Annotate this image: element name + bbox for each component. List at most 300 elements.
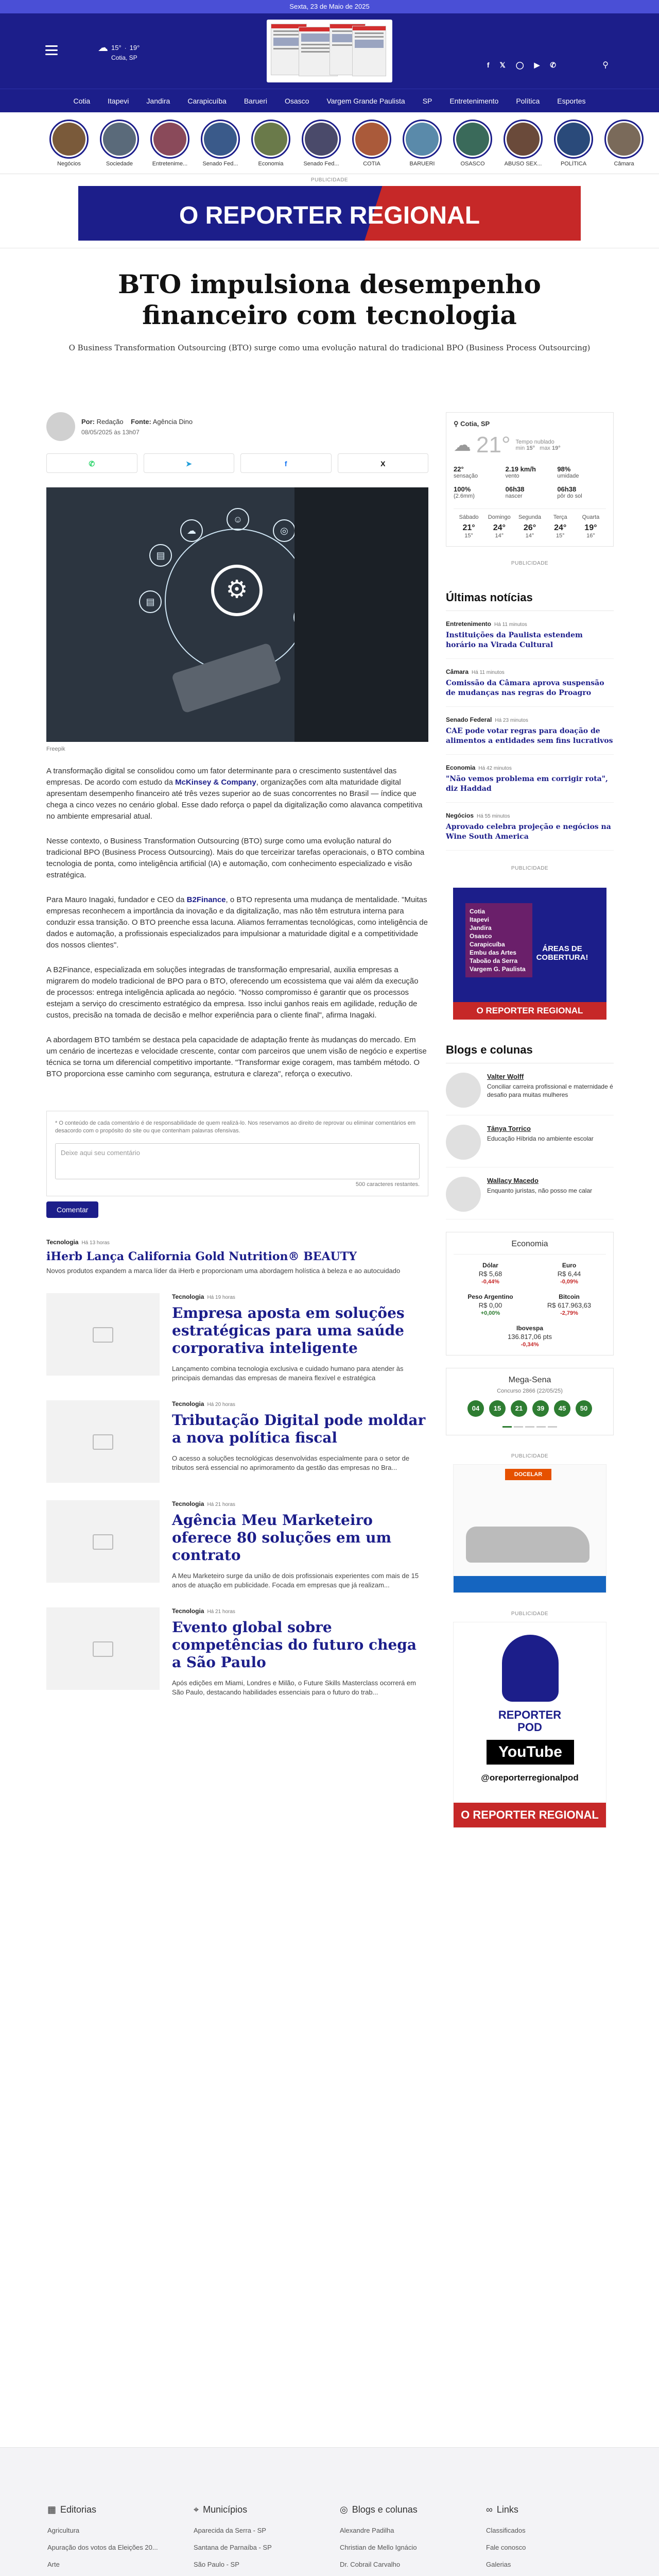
footer-link[interactable]: Aparecida da Serra - SP [194, 2527, 266, 2534]
lottery-ball: 15 [489, 1400, 506, 1417]
category-tag: Negócios [446, 812, 474, 819]
related-item[interactable] [46, 1400, 428, 1483]
forecast-day-name: Quarta [582, 514, 600, 520]
weather-detail [454, 465, 502, 479]
currency-name: Euro [562, 1262, 577, 1269]
comment-warning: * O conteúdo de cada comentário é de responsabilidade de quem realizá-lo. Nos reservamos ao direito de reprovar ou eliminar comentários em desacordo com o propósito do site ou que contenham palavras ofensivas. [55, 1120, 416, 1134]
time-ago: Há 20 horas [207, 1402, 235, 1408]
story-label: Negócios [57, 161, 81, 167]
latest-news-item[interactable] [446, 668, 614, 707]
related-title[interactable]: iHerb Lança California Gold Nutrition® BEAUTY [46, 1250, 357, 1263]
avatar [446, 1125, 481, 1160]
footer-link[interactable]: Alexandre Padilha [340, 2527, 394, 2534]
comment-input[interactable]: Deixe aqui seu comentário [55, 1143, 420, 1179]
footer-column-title: Links [496, 2504, 518, 2515]
weather-now: 21° [476, 432, 511, 457]
forecast-min: 15° [556, 533, 565, 539]
related-title[interactable]: Tributação Digital pode moldar a nova política fiscal [172, 1412, 426, 1446]
facebook-icon[interactable]: f [487, 61, 490, 69]
lottery-numbers [454, 1400, 606, 1417]
category-tag: Senado Federal [446, 716, 492, 723]
currency-value: R$ 6,44 [557, 1270, 581, 1278]
blog-item[interactable] [446, 1177, 614, 1219]
forecast-max: 19° [584, 523, 597, 532]
blog-item[interactable] [446, 1073, 614, 1115]
related-summary: A Meu Marketeiro surge da união de dois profissionais experientes com mais de 15 anos de atuação em publicidade. Focada em empresas que já realizam... [172, 1572, 419, 1589]
nav-item[interactable]: Itapevi [108, 96, 129, 105]
related-summary: Novos produtos expandem a marca líder da iHerb e proporcionam uma abordagem holística à beleza e ao autocuidado [46, 1267, 401, 1275]
related-item[interactable] [46, 1500, 428, 1590]
coverage-title: ÁREAS DE COBERTURA! [536, 944, 588, 962]
footer-link[interactable]: Santana de Parnaíba - SP [194, 2544, 272, 2551]
related-summary: O acesso a soluções tecnológicas desenvolvidas especialmente para o setor de tributos será essencial no aprimoramento da gestão das empresas no Bra... [172, 1454, 410, 1471]
grid-icon: ▦ [47, 2504, 57, 2515]
globe-icon: ◎ [340, 2504, 348, 2515]
blog-author[interactable]: Valter Wolff [487, 1073, 524, 1080]
latest-news-title[interactable]: "Não vemos problema em corrigir rota", diz Haddad [446, 775, 608, 793]
lottery-widget [446, 1368, 614, 1435]
youtube-icon[interactable]: ▶ [534, 61, 540, 69]
article-subtitle: O Business Transformation Outsourcing (BTO) surge como uma evolução natural do tradicional BPO (Business Process Outsourcing) [68, 343, 591, 352]
story-item[interactable] [352, 120, 391, 174]
story-item[interactable] [453, 120, 492, 174]
currency-value: 136.817,06 pts [507, 1333, 552, 1341]
story-avatar [352, 120, 391, 159]
time-ago: Há 19 horas [207, 1295, 235, 1300]
footer-column-title: Editorias [60, 2504, 97, 2515]
weather-forecast [454, 509, 606, 539]
store-ad-banner[interactable] [453, 1464, 606, 1593]
story-label: OSASCO [460, 161, 485, 167]
story-avatar [49, 120, 89, 159]
weather-condition: Tempo nublado [515, 439, 554, 445]
b2finance-link[interactable]: B2Finance [186, 895, 226, 904]
latest-news-title[interactable]: CAE pode votar regras para doação de alimentos a entidades sem fins lucrativos [446, 727, 613, 745]
latest-news-title[interactable]: Instituições da Paulista estendem horário na Virada Cultural [446, 631, 583, 649]
category-tag: Câmara [446, 668, 469, 675]
story-item[interactable] [150, 120, 189, 174]
story-item[interactable] [251, 120, 290, 174]
currency-change: -0,44% [481, 1279, 499, 1285]
related-title[interactable]: Agência Meu Marketeiro oferece 80 soluções em um contrato [172, 1512, 392, 1564]
currency-item [454, 1325, 606, 1348]
nav-item[interactable]: Esportes [557, 96, 586, 105]
headphones-icon [502, 1635, 559, 1702]
story-item[interactable] [604, 120, 644, 174]
header-weather-city: Cotia, SP [111, 54, 137, 61]
facebook-icon: f [284, 460, 287, 468]
latest-news-title[interactable]: Comissão da Câmara aprova suspensão de mudanças nas regras do Proagro [446, 679, 604, 697]
story-avatar [100, 120, 139, 159]
coverage-brand: O REPORTER REGIONAL [453, 1002, 606, 1020]
podcast-ad [446, 1608, 614, 1828]
forecast-min: 16° [586, 533, 595, 539]
forecast-min: 15° [464, 533, 473, 539]
latest-news-item[interactable] [446, 812, 614, 851]
forecast-day [545, 514, 576, 539]
footer-link[interactable]: Galerias [486, 2561, 511, 2568]
category-tag: Tecnologia [172, 1607, 204, 1615]
story-item[interactable] [302, 120, 341, 174]
forecast-day-name: Terça [553, 514, 567, 520]
whatsapp-share-button[interactable] [46, 453, 137, 473]
whatsapp-icon: ✆ [89, 460, 95, 468]
telegram-share-button[interactable] [144, 453, 235, 473]
blog-author[interactable]: Tânya Torrico [487, 1125, 531, 1132]
footer-link[interactable]: Classificados [486, 2527, 526, 2534]
date-bar: Sexta, 23 de Maio de 2025 [0, 0, 659, 13]
story-label: Senado Fed... [303, 161, 339, 167]
nav-item[interactable]: Entretenimento [449, 96, 499, 105]
forecast-max: 24° [493, 523, 506, 532]
forecast-day-name: Domingo [488, 514, 511, 520]
currency-name: Bitcoin [559, 1293, 580, 1300]
story-avatar [554, 120, 593, 159]
blog-title[interactable]: Enquanto juristas, não posso me calar [487, 1187, 593, 1194]
time-ago: Há 11 minutos [494, 622, 527, 628]
currency-item [532, 1262, 606, 1285]
blog-title[interactable]: Conciliar carreira profissional e maternidade é desafio para muitas mulheres [487, 1083, 613, 1098]
social-links [487, 61, 556, 70]
main-column [46, 412, 428, 1697]
ad-banner[interactable] [78, 186, 581, 241]
nav-item[interactable]: Política [516, 96, 540, 105]
currency-name: Peso Argentino [467, 1293, 513, 1300]
footer-column [47, 2504, 188, 2576]
forecast-max: 21° [462, 523, 475, 532]
top-ad [0, 174, 659, 248]
footer-link[interactable]: São Paulo - SP [194, 2561, 239, 2568]
site-logo[interactable] [267, 20, 392, 82]
mckinsey-link[interactable]: McKinsey & Company [175, 778, 256, 787]
latest-news-item[interactable] [446, 620, 614, 659]
category-tag: Tecnologia [172, 1293, 204, 1300]
related-list [46, 1293, 428, 1697]
currency-item [454, 1262, 527, 1285]
currency-change: +0,00% [480, 1310, 500, 1316]
cloud-icon: ☁ [180, 519, 203, 542]
site-footer [0, 2447, 659, 2576]
weather-details [454, 465, 606, 499]
story-label: Câmara [614, 161, 634, 167]
story-item[interactable] [554, 120, 593, 174]
paragraph: Para Mauro Inagaki, fundador e CEO da B2Finance, o BTO representa uma mudança de mentalidade. "Muitas empresas reconhecem a importância da inovação e da digitalização, mas não têm estrutura interna para conduzir essa transição. O BTO preenche essa lacuna. Aliamos ferramentas tecnológicas, como inteligência de dados e automação, a profissionais especializados para impulsionar a maturidade digital e a competitividade dos nossos clientes". [46, 895, 428, 950]
weather-detail [557, 485, 606, 499]
forecast-day [484, 514, 514, 539]
lottery-ball: 39 [532, 1400, 549, 1417]
main-nav [0, 89, 659, 112]
related-title[interactable]: Evento global sobre competências do futuro chega a São Paulo [172, 1619, 417, 1671]
weather-detail [557, 465, 606, 479]
share-bar [46, 453, 428, 473]
story-avatar [150, 120, 189, 159]
latest-news-item[interactable] [446, 764, 614, 803]
story-avatar [251, 120, 290, 159]
latest-news-item[interactable] [446, 716, 614, 755]
related-title[interactable]: Empresa aposta em soluções estratégicas para uma saúde corporativa inteligente [172, 1304, 405, 1357]
weather-detail-value: 98% [557, 465, 571, 473]
currency-value: R$ 0,00 [478, 1301, 502, 1309]
avatar [446, 1177, 481, 1212]
podcast-ad-brand: O REPORTER REGIONAL [454, 1803, 606, 1827]
story-item[interactable] [403, 120, 442, 174]
nav-item[interactable]: Vargem Grande Paulista [326, 96, 405, 105]
time-ago: Há 55 minutos [477, 814, 510, 819]
economy-title: Economia [454, 1240, 606, 1255]
story-item[interactable] [100, 120, 139, 174]
car-image [466, 1527, 589, 1563]
coverage-cities: Cotia Itapevi Jandira Osasco Carapicuíba Embu das Artes Taboão da Serra Vargem G. Paulista [465, 903, 532, 977]
gear-icon: ⚙ [211, 565, 263, 616]
forecast-day [454, 514, 484, 539]
story-avatar [403, 120, 442, 159]
footer-link[interactable]: Arte [47, 2561, 60, 2568]
header-weather-max: 19° [129, 44, 140, 52]
comment-box [46, 1111, 428, 1196]
weather-min: 15° [526, 445, 535, 451]
article-header [46, 269, 613, 352]
currency-name: Ibovespa [516, 1325, 544, 1332]
footer-column-title: Blogs e colunas [352, 2504, 418, 2515]
story-item[interactable] [49, 120, 89, 174]
story-label: Economia [258, 161, 284, 167]
currency-change: -0,09% [560, 1279, 578, 1285]
blogs-title: Blogs e colunas [446, 1043, 614, 1063]
footer-links [486, 2527, 627, 2576]
weather-detail [506, 465, 554, 479]
comment-button[interactable]: Comentar [46, 1201, 98, 1218]
weather-detail-label: nascer [505, 493, 523, 499]
footer-links [194, 2527, 335, 2576]
story-avatar [302, 120, 341, 159]
latest-news-title[interactable]: Aprovado celebra projeção e negócios na Wine South America [446, 823, 611, 841]
blog-author[interactable]: Wallacy Macedo [487, 1177, 539, 1184]
whatsapp-icon[interactable]: ✆ [550, 61, 556, 69]
footer-column-title: Municípios [203, 2504, 248, 2515]
telegram-icon: ➤ [185, 460, 192, 468]
image-placeholder-icon [93, 1534, 113, 1550]
story-avatar [201, 120, 240, 159]
footer-link[interactable]: Christian de Mello Ignácio [340, 2544, 417, 2551]
blog-title[interactable]: Educação Híbrida no ambiente escolar [487, 1135, 594, 1142]
time-ago: Há 13 horas [81, 1240, 110, 1246]
footer-link[interactable]: Dr. Cobrail Carvalho [340, 2561, 401, 2568]
currency-value: R$ 5,68 [478, 1270, 502, 1278]
nav-item[interactable]: Cotia [73, 96, 91, 105]
lottery-draw: Concurso 2866 (22/05/25) [497, 1388, 563, 1394]
x-icon: X [380, 460, 386, 468]
image-placeholder-icon [93, 1434, 113, 1450]
paragraph: A abordagem BTO também se destaca pela capacidade de adaptação frente às mudanças do mercado. Em um cenário de incertezas e velocidade crescente, contar com parceiros que unem visão de negócio e expertise técnica se torna um diferencial competitivo importante. "Transformar exige coragem, mas também método. O BTO proporciona esse caminho com segurança, estrutura e clareza", reforça o executivo. [46, 1036, 427, 1078]
nav-item[interactable]: SP [422, 96, 432, 105]
blog-list [446, 1073, 614, 1219]
search-icon[interactable]: ⚲ [602, 61, 609, 70]
podcast-handle: @oreporterregionalpod [481, 1773, 579, 1783]
forecast-max: 24° [554, 523, 567, 532]
logo-paper-4 [352, 26, 386, 76]
image-placeholder-icon [93, 1641, 113, 1657]
footer-link[interactable]: Fale conosco [486, 2544, 526, 2551]
user-icon: ☺ [227, 508, 249, 531]
weather-max: 19° [552, 445, 561, 451]
category-tag: Entretenimento [446, 620, 492, 628]
ad-label: PUBLICIDADE [511, 1611, 549, 1617]
store-ad-brand: DOCELAR [505, 1469, 551, 1480]
document-icon: ▤ [139, 590, 162, 613]
cloud-icon: ☁ [454, 435, 471, 455]
lottery-ball: 45 [554, 1400, 570, 1417]
footer-link[interactable]: Agricultura [47, 2527, 80, 2534]
paragraph: A B2Finance, especializada em soluções integradas de transformação empresarial, auxilia empresas a migrarem do modelo tradicional de BPO para o BTO, oferecendo um ecossistema que vai além da execução de processos: entrega inteligência aplicada ao negócio. "Nosso compromisso é garantir que os processos estejam a serviço do crescimento estratégico da empresa. Isso inclui ganhos reais em agilidade, redução de custos, precisão na tomada de decisão e melhor experiência para o cliente final", afirma Inagaki. [46, 965, 419, 1020]
story-label: Entretenime... [152, 161, 188, 167]
weather-widget: ⚲ Cotia, SP ☁ 21° Tempo nublado min 15° max 19° 22° sensação 2.19 km/h vento 98% umidade 100% (2.6mm) 06h38 nascer 06h38 pôr do sol Sábado 21° 15° Domingo 24° 14° Segunda 26° 14° Terça 24° 15° Quarta 19° 16° [446, 412, 614, 547]
x-share-button[interactable] [338, 453, 429, 473]
currency-change: -0,34% [521, 1342, 539, 1348]
article-body [46, 766, 428, 1080]
footer-links [47, 2527, 188, 2576]
lottery-title: Mega-Sena [508, 1376, 551, 1384]
sidebar [446, 412, 614, 1828]
lottery-ball: 04 [467, 1400, 484, 1417]
footer-link[interactable]: Apuração dos votos da Eleições 20... [47, 2544, 158, 2551]
nav-item[interactable]: Barueri [244, 96, 267, 105]
latest-news-title: Últimas notícias [446, 591, 614, 611]
category-tag: Tecnologia [172, 1400, 204, 1408]
related-summary: Lançamento combina tecnologia exclusiva e cuidado humano para atender às principais demandas das empresas de maneira flexível e estratégica [172, 1365, 404, 1382]
weather-detail [454, 485, 502, 499]
author-box: Por: Redação Fonte: Agência Dino 08/05/2025 às 13h07 [46, 412, 428, 441]
forecast-min: 14° [495, 533, 504, 539]
lottery-ball: 21 [511, 1400, 527, 1417]
image-caption: Freepik [46, 746, 65, 752]
weather-detail [506, 485, 554, 499]
nav-item[interactable]: Jandira [146, 96, 170, 105]
weather-detail-label: vento [505, 473, 519, 479]
site-header [0, 13, 659, 89]
story-label: ABUSO SEX... [504, 161, 542, 167]
char-counter: 500 caracteres restantes. [355, 1181, 420, 1188]
weather-city: Cotia, SP [460, 420, 490, 428]
related-thumbnail [46, 1293, 160, 1376]
story-avatar [604, 120, 644, 159]
category-tag: Tecnologia [46, 1239, 79, 1246]
story-label: BARUERI [409, 161, 435, 167]
ad-label: PUBLICIDADE [511, 1453, 549, 1459]
map-pin-icon: ⚲ [454, 420, 459, 428]
related-thumbnail [46, 1500, 160, 1583]
story-label: Senado Fed... [202, 161, 238, 167]
nav-item[interactable]: Carapicuíba [187, 96, 227, 105]
category-tag: Tecnologia [172, 1500, 204, 1507]
category-tag: Economia [446, 764, 476, 771]
store-ad [446, 1451, 614, 1593]
story-label: POLÍTICA [560, 161, 587, 167]
avatar [46, 412, 75, 441]
article-image [46, 487, 428, 742]
story-item[interactable] [504, 120, 543, 174]
time-ago: Há 21 horas [207, 1502, 235, 1507]
header-weather-min: 15° [111, 44, 122, 52]
currency-item [454, 1293, 527, 1316]
story-item[interactable] [201, 120, 240, 174]
latest-news-list [446, 620, 614, 851]
blog-item[interactable] [446, 1125, 614, 1167]
footer-column [194, 2504, 335, 2576]
economy-widget [446, 1232, 614, 1355]
image-placeholder-icon [93, 1327, 113, 1343]
ad-label: PUBLICIDADE [310, 177, 349, 183]
stories-bar [0, 112, 659, 174]
paragraph: Nesse contexto, o Business Transformation Outsourcing (BTO) surge como uma evolução natural do tradicional BPO (Business Process Outsourcing). Mais do que terceirizar tarefas operacionais, o BTO combina tecnologia de ponta, como inteligência artificial (IA) e automação, com conhecimento especializado e visão estratégica. [46, 837, 425, 879]
weather-detail-label: umidade [557, 473, 579, 479]
instagram-icon[interactable]: ◯ [515, 61, 524, 69]
weather-detail-label: (2.6mm) [454, 493, 475, 499]
related-thumbnail [46, 1607, 160, 1690]
time-ago: Há 11 minutos [472, 670, 505, 675]
story-avatar [453, 120, 492, 159]
x-icon[interactable]: 𝕏 [499, 61, 506, 69]
footer-column [340, 2504, 481, 2576]
forecast-day [576, 514, 606, 539]
time-ago: Há 23 minutos [495, 718, 528, 723]
related-feature[interactable] [46, 1239, 428, 1276]
ad-label: PUBLICIDADE [511, 866, 549, 871]
weather-detail-value: 06h38 [505, 485, 525, 493]
coverage-ad[interactable] [453, 888, 606, 1020]
forecast-day-name: Sábado [459, 514, 479, 520]
story-label: Sociedade [106, 161, 133, 167]
weather-detail-label: sensação [454, 473, 478, 479]
youtube-logo: YouTube [487, 1740, 574, 1765]
nav-item[interactable]: Osasco [284, 96, 309, 105]
ad-banner-text: O REPORTER REGIONAL [179, 202, 480, 229]
chart-icon: ▤ [149, 544, 172, 567]
weather-detail-value: 22° [454, 465, 464, 473]
related-item[interactable] [46, 1607, 428, 1697]
cloud-icon: ☁ [98, 42, 108, 54]
avatar [446, 1073, 481, 1108]
link-icon: ∞ [486, 2504, 493, 2515]
header-weather[interactable]: ☁ 15° · 19° Cotia, SP [98, 42, 140, 61]
target-icon: ◎ [273, 519, 296, 542]
menu-icon[interactable] [45, 45, 58, 58]
time-ago: Há 21 horas [207, 1609, 235, 1615]
author-name: Redação [96, 417, 124, 426]
currency-value: R$ 617.963,63 [547, 1301, 592, 1309]
podcast-ad-banner[interactable]: REPORTER POD YouTube @oreporterregionalpod O REPORTER REGIONAL [453, 1622, 606, 1828]
currency-item [532, 1293, 606, 1316]
source-name: Agência Dino [152, 417, 193, 426]
time-ago: Há 42 minutos [478, 766, 512, 771]
related-thumbnail [46, 1400, 160, 1483]
forecast-day [514, 514, 545, 539]
article-date: 08/05/2025 às 13h07 [81, 428, 140, 436]
paragraph: A transformação digital se consolidou como um fator determinante para o crescimento sustentável das empresas. De acordo com estudo da McKinsey & Company, organizações com alta maturidade digital apresentam desempenho financeiro até três vezes superior ao de suas concorrentes no Brasil — índice que chega a cinco vezes no cenário global. Esse dado reforça o papel da digitalização como alavanca competitiva no ambiente empresarial atual. [46, 767, 423, 821]
weather-detail-label: pôr do sol [557, 493, 582, 499]
facebook-share-button[interactable] [240, 453, 332, 473]
story-avatar [504, 120, 543, 159]
lottery-ball: 50 [576, 1400, 592, 1417]
currency-change: -2,79% [560, 1310, 578, 1316]
forecast-max: 26° [523, 523, 536, 532]
footer-links [340, 2527, 481, 2576]
forecast-day-name: Segunda [518, 514, 542, 520]
carousel-dots[interactable] [454, 1426, 606, 1428]
related-summary: Após edições em Miami, Londres e Milão, o Future Skills Masterclass ocorrerá em São Paulo, destacando habilidades essenciais para o futuro do trab... [172, 1679, 416, 1696]
related-item[interactable] [46, 1293, 428, 1383]
weather-detail-value: 2.19 km/h [505, 465, 536, 473]
footer-column [486, 2504, 627, 2576]
